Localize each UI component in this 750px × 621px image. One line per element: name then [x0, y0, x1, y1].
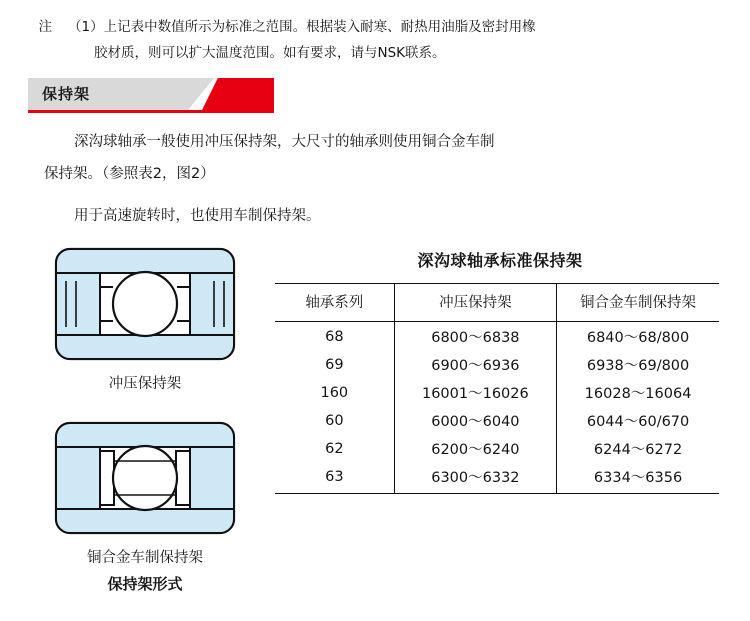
table-header-cell: 轴承系列 — [275, 284, 394, 322]
section-banner — [28, 78, 298, 120]
note-text — [68, 14, 708, 66]
table-cell-series: 68 — [325, 328, 344, 345]
note-block — [0, 14, 750, 66]
figure-machined-cage — [30, 417, 260, 594]
table-cell-machined: 16028～16064 — [557, 378, 719, 406]
table-row — [275, 406, 719, 434]
table-cell-machined: 6244～6272 — [557, 434, 719, 462]
table-header-cell: 铜合金车制保持架 — [557, 284, 719, 322]
table-cell-series: 60 — [325, 412, 344, 429]
table-cell-pressed: 16001～16026 — [394, 378, 556, 406]
cage-table-block — [275, 248, 725, 494]
table-cell-machined: 6938～69/800 — [557, 350, 719, 378]
table-body — [275, 322, 719, 494]
table-row — [275, 378, 719, 406]
table-cell-series: 63 — [275, 462, 394, 494]
table-cell-pressed: 6800～6838 — [394, 322, 556, 351]
note-line-1: （1）上记表中数值所示为标准之范围。根据装入耐寒、耐热用油脂及密封用橡 — [68, 19, 536, 35]
figure-1-caption: 冲压保持架 — [108, 376, 182, 392]
table-cell-pressed: 6300～6332 — [394, 462, 556, 494]
banner-underline — [28, 110, 274, 113]
table-row — [275, 434, 719, 462]
table-cell-machined: 6334～6356 — [557, 462, 719, 494]
table-cell-pressed: 6900～6936 — [394, 350, 556, 378]
figure-column — [30, 243, 260, 594]
note-label: 注 — [38, 19, 52, 35]
figure-group-caption: 保持架形式 — [107, 575, 183, 593]
ball-bearing-icon — [50, 417, 240, 539]
figure-pressed-cage — [30, 243, 260, 395]
figure-2-caption: 铜合金车制保持架 — [87, 550, 203, 566]
table-row — [275, 322, 719, 351]
paragraph-1-line-2: 保持架。（参照表2，图2） — [44, 166, 215, 182]
paragraph-2 — [44, 200, 704, 232]
note-line-2: 胶材质，则可以扩大温度范围。如有要求，请与NSK联系。 — [94, 45, 446, 61]
table-cell-series: 160 — [320, 384, 349, 401]
table-header-row — [275, 284, 719, 322]
table-title: 深沟球轴承标准保持架 — [417, 251, 583, 270]
table-row — [275, 350, 719, 378]
table-cell-series: 69 — [325, 356, 344, 373]
table-cell-pressed: 6000～6040 — [394, 406, 556, 434]
paragraph-1-line-1: 深沟球轴承一般使用冲压保持架，大尺寸的轴承则使用铜合金车制 — [74, 134, 495, 150]
section-heading: 保持架 — [42, 85, 91, 103]
banner-red-shape — [202, 78, 274, 110]
table-cell-pressed: 6200～6240 — [394, 434, 556, 462]
table-cell-series: 62 — [325, 440, 344, 457]
table-cell-machined: 6044～60/670 — [557, 406, 719, 434]
ball-bearing-icon — [50, 243, 240, 365]
paragraph-2-line-1: 用于高速旋转时，也使用车制保持架。 — [74, 208, 321, 224]
table-row — [275, 462, 719, 494]
table-header-cell: 冲压保持架 — [394, 284, 556, 322]
paragraph-1 — [44, 126, 704, 190]
bearing-diagram-1 — [30, 243, 260, 365]
table-cell-machined: 6840～68/800 — [557, 322, 719, 351]
bearing-diagram-2 — [30, 417, 260, 539]
cage-spec-table — [275, 283, 719, 494]
table-head — [275, 284, 719, 322]
